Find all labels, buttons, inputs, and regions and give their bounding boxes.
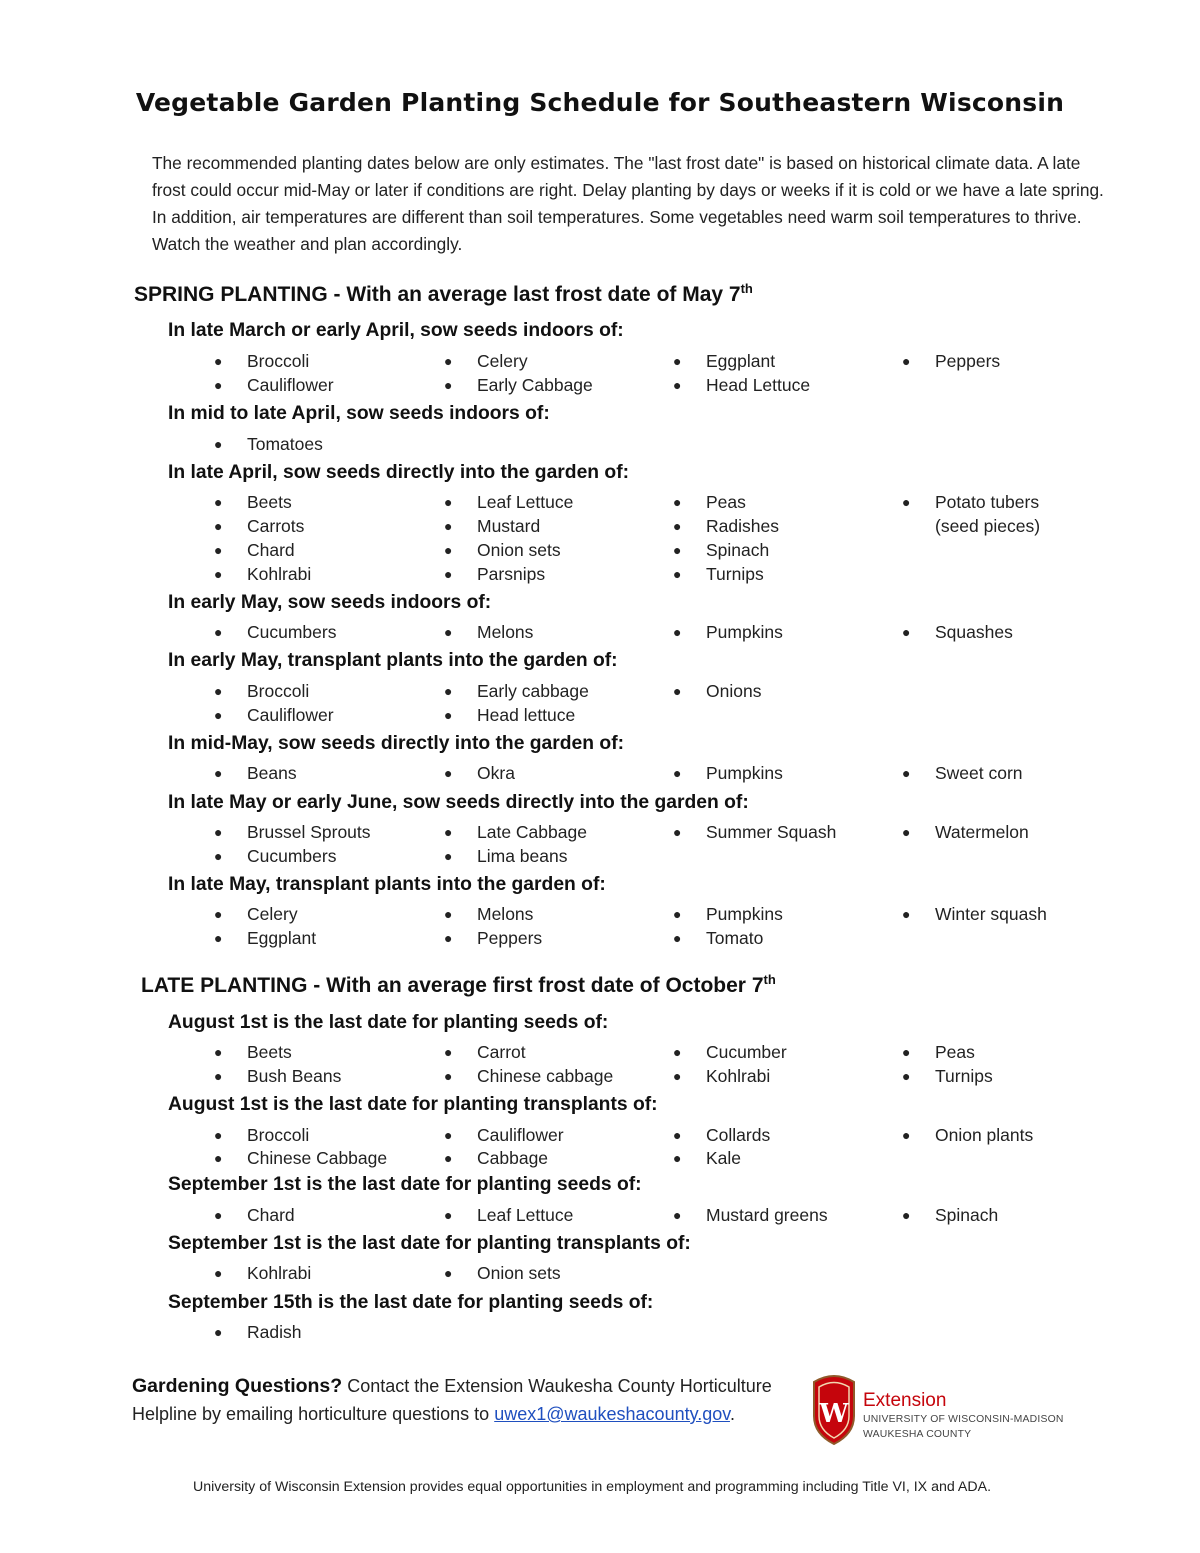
list-item: ● Carrot	[444, 1042, 526, 1062]
list-item: ● Leaf Lettuce	[444, 492, 574, 512]
list-item: ● Cucumbers	[214, 622, 337, 642]
list-item: ● Pumpkins	[673, 622, 783, 642]
list-item: ● Tomato	[673, 928, 764, 948]
group-heading: August 1st is the last date for planting seeds of:	[168, 1012, 609, 1033]
list-item: ● Chinese cabbage	[444, 1066, 614, 1086]
list-item: ● Bush Beans	[214, 1066, 342, 1086]
list-item: ● Chinese Cabbage	[214, 1148, 388, 1168]
list-item: ● Cauliflower	[444, 1125, 564, 1145]
list-item: ● Late Cabbage	[444, 822, 587, 842]
list-item: ● Radish	[214, 1322, 302, 1342]
spring-section-heading: SPRING PLANTING - With an average last frost date of May 7th	[134, 281, 753, 306]
list-item: ● Onions	[673, 681, 762, 701]
list-item: ● Pumpkins	[673, 904, 783, 924]
list-item: ● Lima beans	[444, 846, 568, 866]
list-item: ● Turnips	[902, 1066, 993, 1086]
list-item: ● Cucumber	[673, 1042, 787, 1062]
list-item: ● Onion plants	[902, 1125, 1034, 1145]
group-heading: In late May, transplant plants into the garden of:	[168, 874, 606, 895]
list-item: ● Collards	[673, 1125, 771, 1145]
group-heading: In early May, transplant plants into the garden of:	[168, 650, 618, 671]
logo-university-text: UNIVERSITY OF WISCONSIN-MADISON	[863, 1414, 1064, 1425]
group-heading: September 1st is the last date for planting seeds of:	[168, 1174, 642, 1195]
list-item: ● Melons	[444, 904, 534, 924]
list-item: ● Chard	[214, 540, 295, 560]
list-item: ● Kale	[673, 1148, 742, 1168]
group-heading: In mid to late April, sow seeds indoors of:	[168, 403, 550, 424]
helpline-email-link[interactable]: uwex1@waukeshacounty.gov	[494, 1404, 730, 1424]
list-item: ● Sweet corn	[902, 763, 1023, 783]
list-item: ● Squashes	[902, 622, 1013, 642]
list-item: ● Beets	[214, 492, 292, 512]
list-item: ● Beets	[214, 1042, 292, 1062]
list-item: ● Kohlrabi	[214, 1263, 312, 1283]
group-heading: In early May, sow seeds indoors of:	[168, 592, 492, 613]
list-item: ● Onion sets	[444, 540, 561, 560]
list-item: ● Kohlrabi	[673, 1066, 771, 1086]
list-item: ● Potato tubers	[902, 492, 1040, 512]
intro-paragraph: The recommended planting dates below are only estimates. The "last frost date" is based on historical climate data. A late frost could occur mid-May or later if conditions are right. Delay planting by days or weeks if it is cold or we have a late spring. In addition, air temperatures are different than soil temperatures. Some vegetables need warm soil temperatures to thrive. Watch the weather and plan accordingly.	[152, 153, 1104, 254]
list-item: ● Cabbage	[444, 1148, 549, 1168]
list-item-continuation: (seed pieces)	[935, 516, 1041, 536]
list-item: ● Watermelon	[902, 822, 1029, 842]
list-item: ● Celery	[444, 351, 528, 371]
list-item: ● Winter squash	[902, 904, 1047, 924]
equal-opportunity-statement: University of Wisconsin Extension provides equal opportunities in employment and programming including Title VI, IX and ADA.	[192, 1479, 992, 1495]
list-item: ● Okra	[444, 763, 515, 783]
list-item: ● Leaf Lettuce	[444, 1205, 574, 1225]
list-item: ● Mustard greens	[673, 1205, 828, 1225]
gardening-questions: Gardening Questions? Contact the Extension Waukesha County Horticulture Helpline by emailing horticulture questions to uwex1@waukeshacounty.gov.	[132, 1375, 772, 1424]
list-item: ● Pumpkins	[673, 763, 783, 783]
list-item: ● Beans	[214, 763, 297, 783]
group-heading: In late March or early April, sow seeds indoors of:	[168, 320, 624, 341]
list-item: ● Broccoli	[214, 1125, 310, 1145]
list-item: ● Cucumbers	[214, 846, 337, 866]
list-item: ● Peas	[902, 1042, 975, 1062]
logo-county-text: WAUKESHA COUNTY	[863, 1429, 972, 1440]
crest-letter: W	[819, 1399, 849, 1429]
list-item: ● Onion sets	[444, 1263, 561, 1283]
list-item: ● Peppers	[902, 351, 1001, 371]
list-item: ● Spinach	[673, 540, 770, 560]
list-item: ● Carrots	[214, 516, 305, 536]
list-item: ● Kohlrabi	[214, 564, 312, 584]
list-item: ● Radishes	[673, 516, 779, 536]
list-item: ● Broccoli	[214, 351, 310, 371]
group-heading: In late May or early June, sow seeds directly into the garden of:	[168, 792, 749, 813]
late-section-heading: LATE PLANTING - With an average first frost date of October 7th	[141, 972, 776, 997]
list-item: ● Melons	[444, 622, 534, 642]
group-heading: September 15th is the last date for planting seeds of:	[168, 1292, 654, 1313]
list-item: ● Brussel Sprouts	[214, 822, 371, 842]
logo-extension-text: Extension	[863, 1390, 947, 1411]
list-item: ● Early Cabbage	[444, 375, 593, 395]
group-heading: September 1st is the last date for planting transplants of:	[168, 1233, 691, 1254]
list-item: ● Head lettuce	[444, 705, 576, 725]
list-item: ● Peppers	[444, 928, 543, 948]
page-title: Vegetable Garden Planting Schedule for Southeastern Wisconsin	[135, 88, 1065, 117]
list-item: ● Head Lettuce	[673, 375, 811, 395]
list-item: ● Chard	[214, 1205, 295, 1225]
list-item: ● Celery	[214, 904, 298, 924]
list-item: ● Parsnips	[444, 564, 546, 584]
list-item: ● Turnips	[673, 564, 764, 584]
list-item: ● Tomatoes	[214, 434, 323, 454]
list-item: ● Early cabbage	[444, 681, 589, 701]
group-heading: August 1st is the last date for planting transplants of:	[168, 1094, 658, 1115]
list-item: ● Cauliflower	[214, 375, 334, 395]
list-item: ● Broccoli	[214, 681, 310, 701]
group-heading: In late April, sow seeds directly into the garden of:	[168, 462, 630, 483]
list-item: ● Eggplant	[214, 928, 317, 948]
list-item: ● Summer Squash	[673, 822, 837, 842]
list-item: ● Mustard	[444, 516, 541, 536]
list-item: ● Spinach	[902, 1205, 999, 1225]
group-heading: In mid-May, sow seeds directly into the garden of:	[168, 733, 625, 754]
list-item: ● Peas	[673, 492, 746, 512]
list-item: ● Cauliflower	[214, 705, 334, 725]
list-item: ● Eggplant	[673, 351, 776, 371]
